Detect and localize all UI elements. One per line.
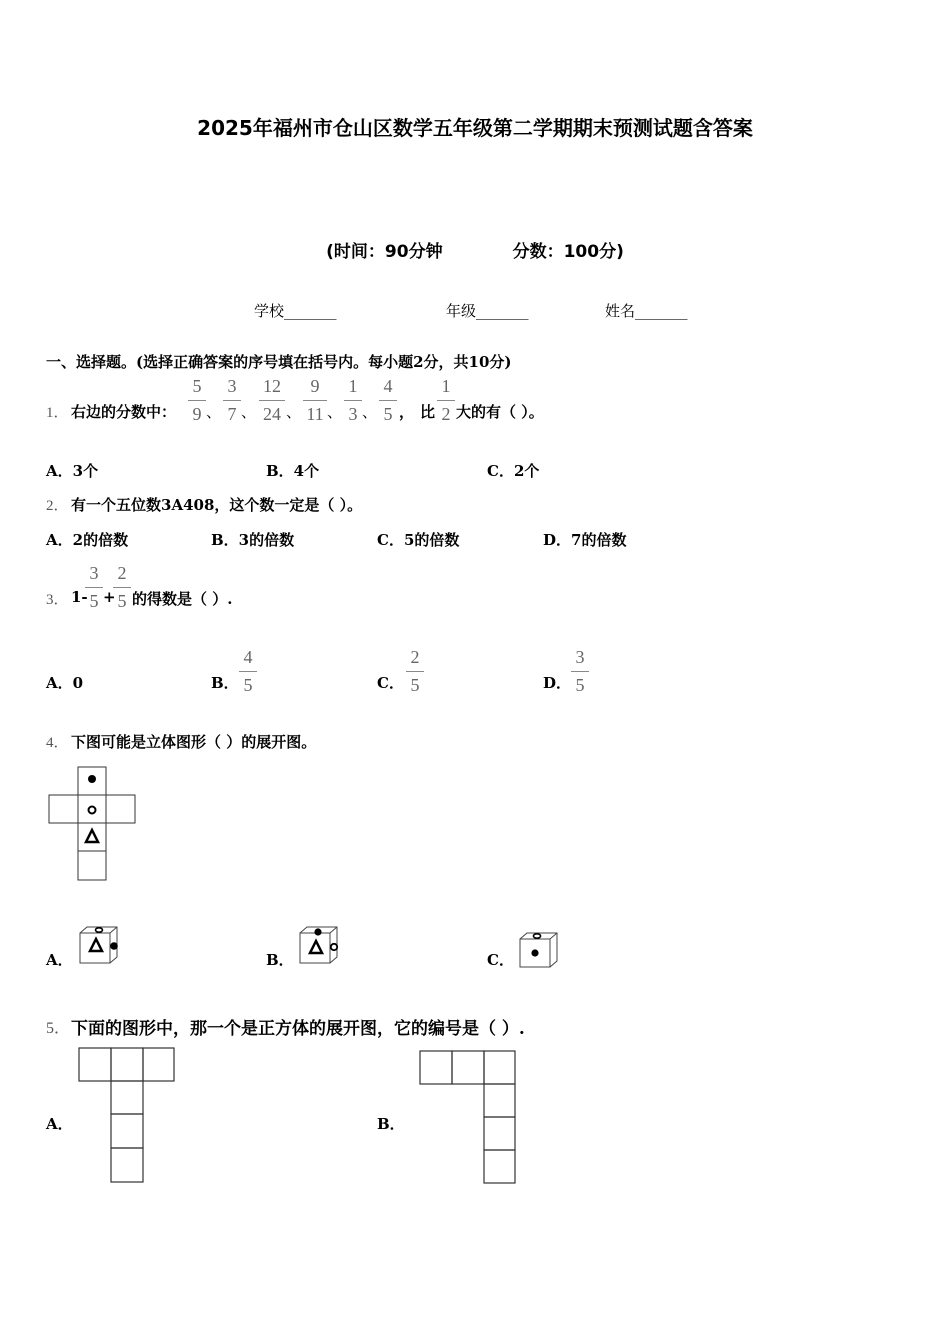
q3-suffix: 的得数是（ ）.	[132, 590, 233, 608]
q1-prefix: 右边的分数中：	[71, 403, 177, 421]
q1-number: 1．	[46, 405, 69, 421]
dot-icon	[531, 949, 538, 956]
q5-text: 下面的图形中，那一个是正方体的展开图，它的编号是（ ）.	[71, 1019, 525, 1039]
q3-prefix: 1-	[71, 588, 88, 606]
q1-sep-2: 、	[241, 403, 257, 421]
q2-option-b[interactable]: B．3的倍数	[211, 531, 295, 549]
q3-option-c-fraction: 2 5	[406, 648, 424, 694]
dot-icon	[110, 942, 118, 950]
q4-number: 4．	[46, 735, 69, 751]
exam-info	[0, 237, 950, 262]
q4-option-a[interactable]: A．	[46, 951, 73, 969]
q3-plus: +	[103, 588, 116, 606]
q3-option-c[interactable]: C．	[377, 674, 404, 692]
q3-option-b-fraction: 4 5	[239, 648, 257, 694]
q5-option-a[interactable]: A．	[46, 1115, 73, 1133]
q5-option-b[interactable]: B．	[377, 1115, 405, 1133]
q3-option-b[interactable]: B．	[211, 674, 239, 692]
ring-icon	[533, 934, 540, 938]
q1-fraction-6: 4 5	[379, 377, 397, 423]
q3-option-a[interactable]: A．0	[46, 674, 84, 692]
dot-icon	[314, 928, 321, 935]
q2-option-c[interactable]: C．5的倍数	[377, 531, 460, 549]
q1-sep-1: 、	[206, 403, 222, 421]
q3-option-d[interactable]: D．	[543, 674, 572, 692]
net-square-bottom	[78, 851, 106, 880]
q1-option-a[interactable]: A．3个	[46, 462, 99, 480]
ring-icon	[89, 807, 96, 814]
ring-icon	[331, 944, 337, 950]
q1-fraction-3: 12 24	[259, 377, 285, 423]
net-square-lower	[78, 823, 106, 851]
net-square-right	[106, 795, 135, 823]
time-label: (时间：90分钟	[326, 242, 443, 262]
q1-comma: ，	[399, 403, 415, 421]
q4-option-c[interactable]: C．	[487, 951, 514, 969]
name-field[interactable]: 姓名_______	[605, 302, 688, 320]
school-field[interactable]: 学校_______	[254, 302, 337, 320]
q3-fraction-1: 3 5	[85, 564, 103, 610]
page-title: 2025年福州市仓山区数学五年级第二学期期末预测试题含答案	[197, 116, 753, 140]
triangle-icon	[86, 830, 98, 842]
score-label: 分数：100分)	[512, 242, 624, 262]
ring-icon	[96, 928, 103, 932]
q3-number: 3．	[46, 592, 69, 608]
q4-cube-net	[48, 766, 138, 882]
q1-compare-fraction: 1 2	[437, 377, 455, 423]
q5-option-a-net[interactable]	[78, 1047, 178, 1185]
q2-option-a[interactable]: A．2的倍数	[46, 531, 129, 549]
net-square-center	[78, 795, 106, 823]
q1-sep-3: 、	[286, 403, 302, 421]
q5-number: 5．	[46, 1020, 71, 1037]
q3-fraction-2: 2 5	[113, 564, 131, 610]
q2-option-d[interactable]: D．7的倍数	[543, 531, 627, 549]
q1-compare-word: 比	[420, 403, 436, 421]
q4-option-c-cube[interactable]	[519, 932, 563, 972]
q1-fraction-2: 3 7	[223, 377, 241, 423]
grade-field[interactable]: 年级_______	[446, 302, 529, 320]
q4-text: 下图可能是立体图形（ ）的展开图。	[71, 733, 317, 751]
q3-option-d-fraction: 3 5	[571, 648, 589, 694]
q2-number: 2．	[46, 498, 69, 514]
q1-sep-5: 、	[362, 403, 378, 421]
q4-option-a-cube[interactable]	[79, 926, 123, 966]
q1-fraction-1: 5 9	[188, 377, 206, 423]
q1-fraction-4: 9 11	[303, 377, 327, 423]
net-square-left	[49, 795, 78, 823]
q1-fraction-5: 1 3	[344, 377, 362, 423]
q1-sep-4: 、	[327, 403, 343, 421]
q1-option-c[interactable]: C．2个	[487, 462, 540, 480]
q2-text: 有一个五位数3A408，这个数一定是（ ）。	[71, 496, 363, 514]
dot-icon	[88, 775, 96, 783]
section-heading: 一、选择题。(选择正确答案的序号填在括号内。每小题2分，共10分)	[46, 353, 512, 371]
q4-option-b[interactable]: B．	[266, 951, 294, 969]
q4-option-b-cube[interactable]	[299, 926, 343, 966]
q1-option-b[interactable]: B．4个	[266, 462, 320, 480]
q5-option-b-net[interactable]	[419, 1050, 519, 1186]
q1-suffix: 大的有（ ）。	[456, 403, 544, 421]
